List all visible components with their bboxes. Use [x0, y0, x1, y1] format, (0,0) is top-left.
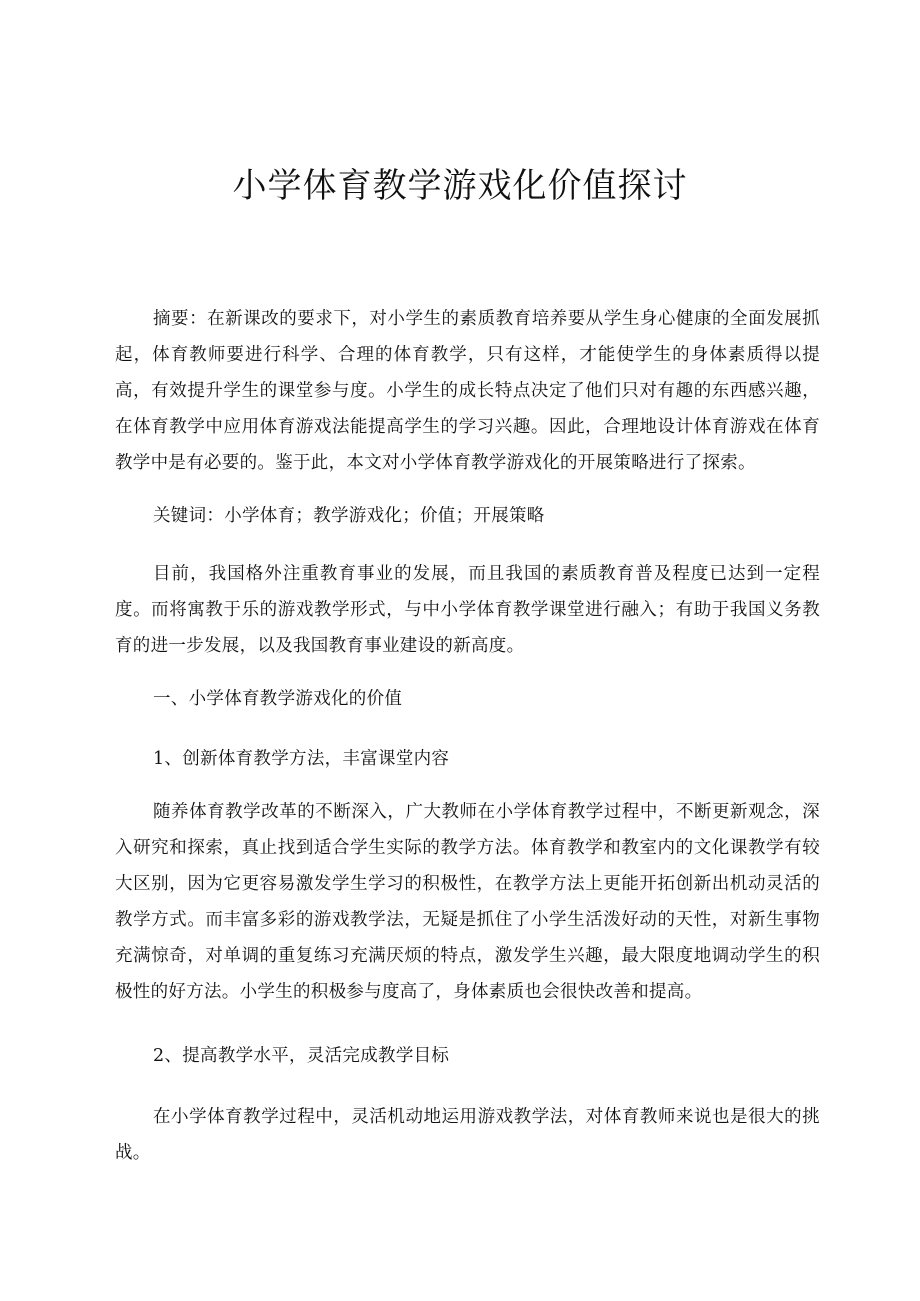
section1-heading: 一、小学体育教学游戏化的价值 [153, 689, 403, 709]
abstract-paragraph: 摘要：在新课改的要求下，对小学生的素质教育培养要从学生身心健康的全面发展抓起，体育教师要进行科学、合理的体育教学，只有这样，才能使学生的身体素质得以提高，有效提升学生的课堂参与度。小学生的成长特点决定了他们只对有趣的东西感兴趣，在体育教学中应用体育游戏法能提高学生的学习兴趣。因此，合理地设计体育游戏在体育教学中是有必要的。鉴于此，本文对小学体育教学游戏化的开展策略进行了探索。 [115, 309, 820, 473]
intro-paragraph: 目前，我国格外注重教育事业的发展，而且我国的素质教育普及程度已达到一定程度。而将寓教于乐的游戏教学形式，与中小学体育教学课堂进行融入；有助于我国义务教育的进一步发展，以及我国教育事业建设的新高度。 [115, 564, 820, 656]
subsection1-heading: 1、创新体育教学方法，丰富课堂内容 [153, 749, 450, 769]
keywords-line: 关键词：小学体育；教学游戏化；价值；开展策略 [153, 506, 545, 526]
subsection1-body: 随养体育教学改革的不断深入，广大教师在小学体育教学过程中，不断更新观念，深入研究和探索，真止找到适合学生实际的教学方法。体育教学和教室内的文化课教学有较大区别，因为它更容易激发学生学习的积极性，在教学方法上更能开拓创新出机动灵活的教学方式。而丰富多彩的游戏教学法，无疑是抓住了小学生活泼好动的天性，对新生事物充满惊奇，对单调的重复练习充满厌烦的特点，激发学生兴趣，最大限度地调动学生的积极性的好方法。小学生的积极参与度高了，身体素质也会很快改善和提高。 [115, 802, 820, 1002]
document-title: 小学体育教学游戏化价值探讨 [232, 166, 688, 206]
subsection2-heading: 2、提高教学水平，灵活完成教学目标 [153, 1046, 450, 1066]
subsection2-body: 在小学体育教学过程中，灵活机动地运用游戏教学法，对体育教师来说也是很大的挑战。 [115, 1107, 820, 1163]
